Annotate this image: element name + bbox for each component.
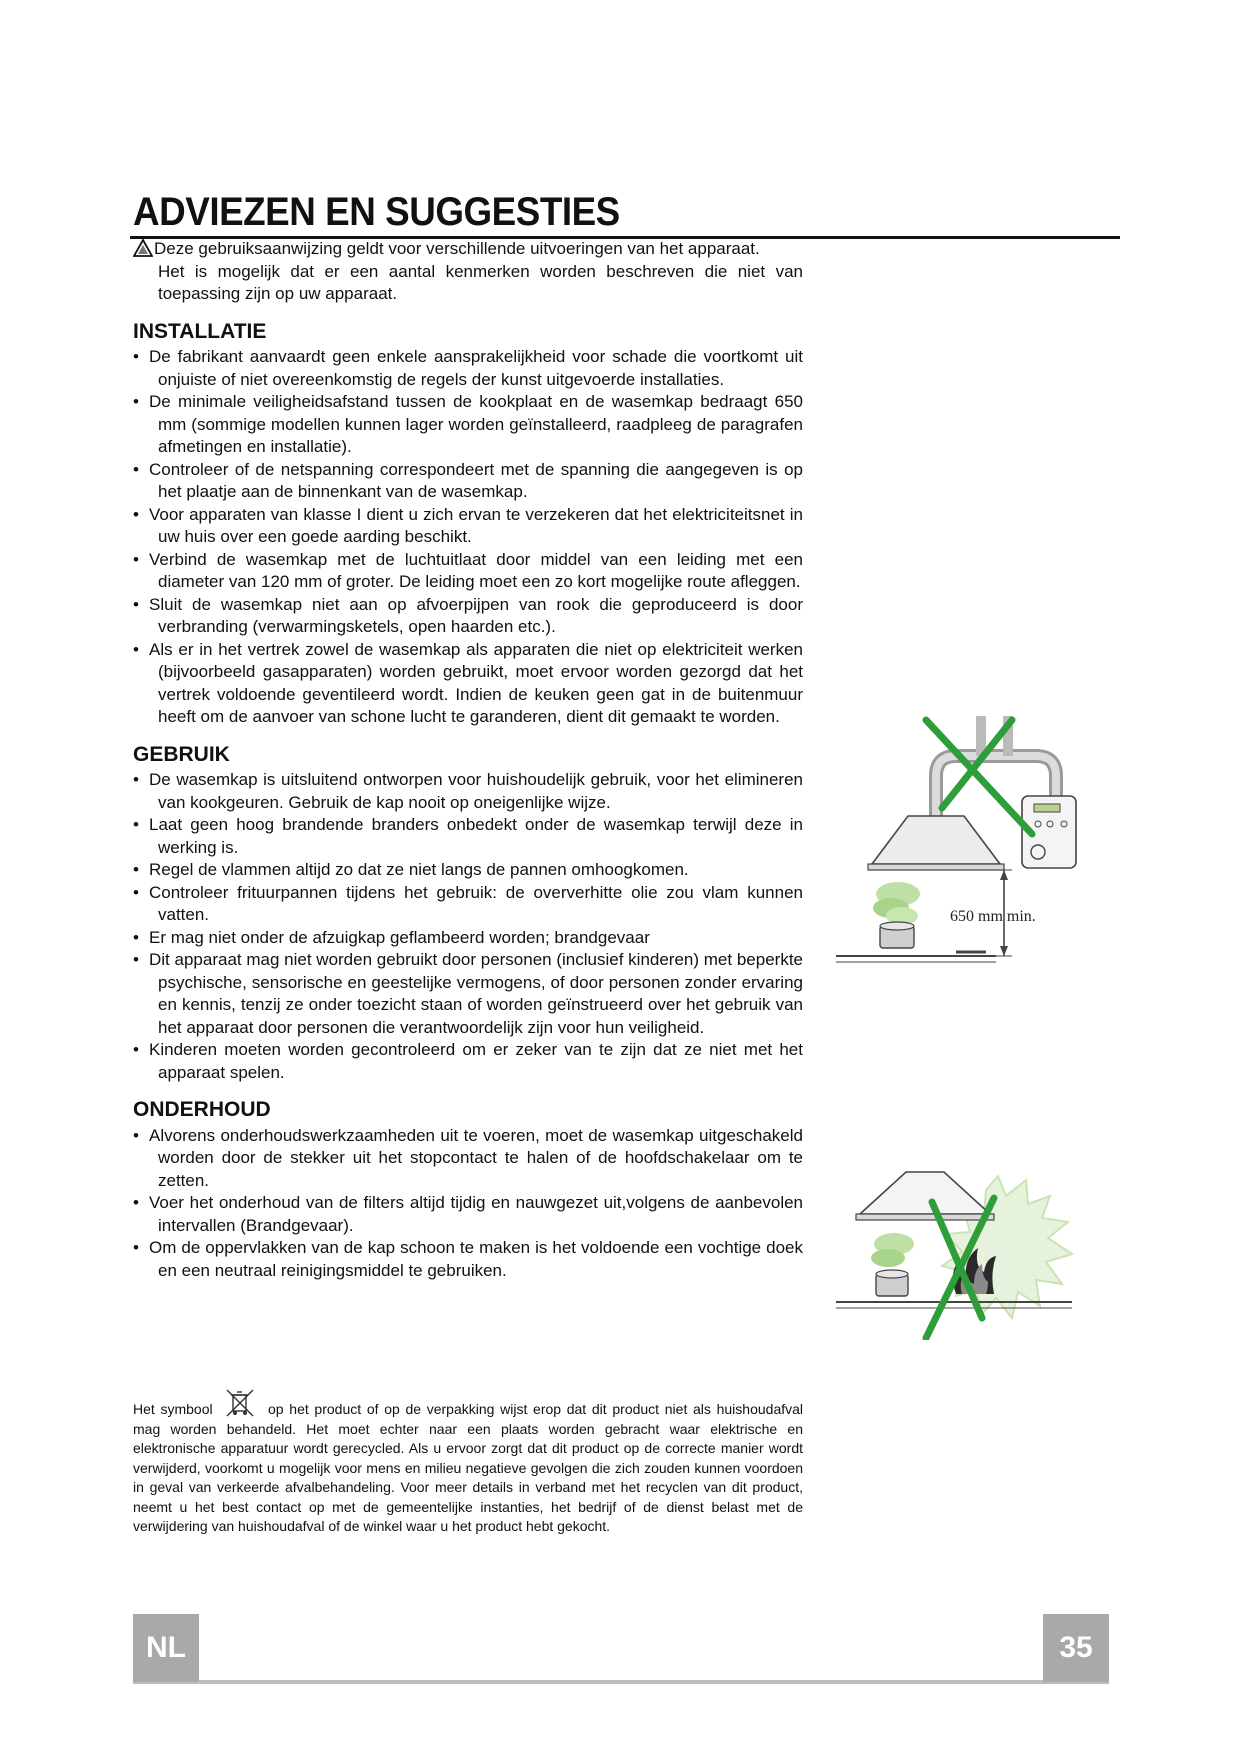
list-item: • Verbind de wasemkap met de luchtuitlaat door middel van een leiding met een diameter van 120 mm of groter. De leiding moet een zo kort mogelijke route afleggen. <box>133 549 803 594</box>
bullet-list <box>133 769 803 1084</box>
list-item: • Voor apparaten van klasse I dient u zich ervan te verzekeren dat het elektriciteitsnet in uw huis over een goede aarding beschikt. <box>133 504 803 549</box>
crossed-out-bin-icon <box>221 1388 259 1418</box>
disposal-notice <box>133 1388 803 1537</box>
disposal-text-start: Het symbool <box>133 1401 213 1417</box>
dimension-label: 650 mm min. <box>950 908 1036 925</box>
minimum-distance-illustration <box>836 716 1086 972</box>
list-item: • De fabrikant aanvaardt geen enkele aansprakelijkheid voor schade die voortkomt uit onjuiste of niet overeenkomstig de regels der kunst uitgevoerde installaties. <box>133 346 803 391</box>
bullet-list <box>133 346 803 729</box>
no-flambe-illustration <box>836 1162 1086 1340</box>
intro-rest: Het is mogelijk dat er een aantal kenmerken worden beschreven die niet van toepassing zijn op uw apparaat. <box>158 261 803 303</box>
list-item: • Controleer of de netspanning correspondeert met de spanning die aangegeven is op het plaatje aan de binnenkant van de wasemkap. <box>133 459 803 504</box>
section-heading: INSTALLATIE <box>133 319 267 343</box>
language-tab: NL <box>133 1614 199 1682</box>
section-installatie <box>133 321 803 729</box>
bullet-list <box>133 1125 803 1283</box>
footer-bar <box>133 1680 1109 1684</box>
intro-note <box>133 238 803 306</box>
list-item: • Controleer frituurpannen tijdens het gebruik: de oververhitte olie zou vlam kunnen vatten. <box>133 882 803 927</box>
list-item: • Sluit de wasemkap niet aan op afvoerpijpen van rook die geproduceerd is door verbranding (verwarmingsketels, open haarden etc.). <box>133 594 803 639</box>
main-content <box>133 238 803 1282</box>
list-item: • Om de oppervlakken van de kap schoon te maken is het voldoende een vochtige doek en een neutraal reinigingsmiddel te gebruiken. <box>133 1237 803 1282</box>
list-item: • Er mag niet onder de afzuigkap geflambeerd worden; brandgevaar <box>133 927 803 950</box>
list-item: • Dit apparaat mag niet worden gebruikt door personen (inclusief kinderen) met beperkte psychische, sensorische en geestelijke vermogens, of door personen zonder ervaring en kennis, tenzij ze onder toezicht staan of worden geïnstrueerd over het gebruik van het apparaat door personen die verantwoordelijk zijn voor hun veiligheid. <box>133 949 803 1039</box>
section-onderhoud <box>133 1099 803 1282</box>
list-item: • De minimale veiligheidsafstand tussen de kookplaat en de wasemkap bedraagt 650 mm (sommige modellen kunnen lager worden geïnstalleerd, raadpleeg de paragrafen afmetingen en installatie). <box>133 391 803 459</box>
page-number: 35 <box>1043 1614 1109 1682</box>
list-item: • Alvorens onderhoudswerkzaamheden uit te voeren, moet de wasemkap uitgeschakeld worden door de stekker uit het stopcontact te halen of de hoofdschakelaar om te zetten. <box>133 1125 803 1193</box>
list-item: • De wasemkap is uitsluitend ontworpen voor huishoudelijk gebruik, voor het elimineren van kookgeuren. Gebruik de kap nooit op oneigenlijke wijze. <box>133 769 803 814</box>
section-heading: GEBRUIK <box>133 742 230 766</box>
warning-triangle-icon <box>133 239 153 257</box>
section-heading: ONDERHOUD <box>133 1098 271 1121</box>
list-item: • Laat geen hoog brandende branders onbedekt onder de wasemkap terwijl deze in werking is. <box>133 814 803 859</box>
list-item: • Kinderen moeten worden gecontroleerd om er zeker van te zijn dat ze niet met het apparaat spelen. <box>133 1039 803 1084</box>
list-item: • Regel de vlammen altijd zo dat ze niet langs de pannen omhoogkomen. <box>133 859 803 882</box>
disposal-text-rest: op het product of op de verpakking wijst erop dat dit product niet als huishoudafval mag worden behandeld. Het moet echter naar een plaats worden gebracht waar elektrische en elektronische apparatuur wordt gerecycled. Als u ervoor zorgt dat dit product op de correcte manier wordt verwijderd, voorkomt u mogelijk voor mens en milieu negatieve gevolgen die zich zouden kunnen voordoen in geval van verkeerde afvalbehandeling. Voor meer details in verband met het recyclen van dit product, neemt u het best contact op met de gemeentelijke instanties, het bedrijf of de dienst belast met de verwijdering van huishoudafval of de winkel waar u het product hebt gekocht. <box>133 1401 804 1534</box>
list-item: • Als er in het vertrek zowel de wasemkap als apparaten die niet op elektriciteit werken (bijvoorbeeld gasapparaten) worden gebruikt, moet ervoor worden gezorgd dat het vertrek voldoende geventileerd wordt. Indien de keuken geen gat in de buitenmuur heeft om de aanvoer van schone lucht te garanderen, dient dit gemaakt te worden. <box>133 639 803 729</box>
page-title: ADVIEZEN EN SUGGESTIES <box>133 190 620 234</box>
intro-first-line: Deze gebruiksaanwijzing geldt voor verschillende uitvoeringen van het apparaat. <box>154 239 760 258</box>
section-gebruik <box>133 744 803 1085</box>
list-item: • Voer het onderhoud van de filters altijd tijdig en nauwgezet uit,volgens de aanbevolen intervallen (Brandgevaar). <box>133 1192 803 1237</box>
